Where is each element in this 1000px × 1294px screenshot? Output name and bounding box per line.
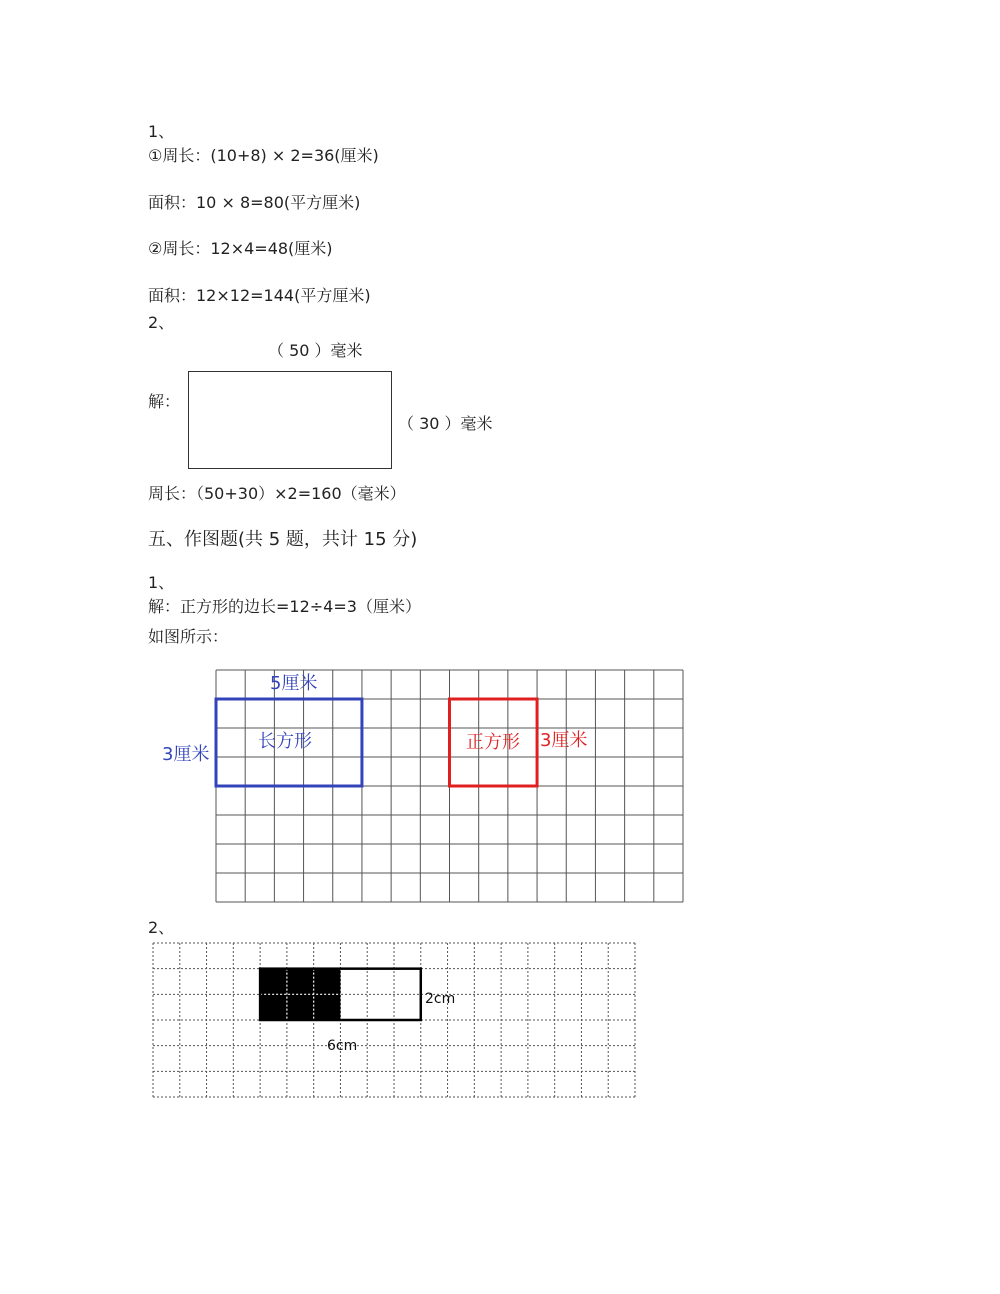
- q2-number: 2、: [148, 313, 175, 332]
- q1-area-2: 面积：12×12=144(平方厘米): [148, 286, 371, 305]
- q1-perimeter-1: ①周长：(10+8) × 2=36(厘米): [148, 146, 379, 165]
- q1-number: 1、: [148, 122, 175, 141]
- rect-width-label: 5厘米: [270, 673, 318, 694]
- rect-inner-label: 长方形: [258, 731, 312, 752]
- s5-q2-number: 2、: [148, 918, 175, 937]
- section-heading: 五、作图题(共 5 题，共计 15 分): [148, 529, 418, 550]
- solve-label: 解：: [148, 392, 181, 411]
- s5-q1-as-shown: 如图所示：: [148, 627, 229, 646]
- dotted-rect-height-label: 2cm: [425, 991, 456, 1007]
- rect-height-label: 3厘米: [162, 744, 210, 765]
- q2-perimeter-answer: 周长：（50+30）×2=160（毫米）: [148, 484, 406, 503]
- square-side-label: 3厘米: [540, 730, 588, 751]
- square-inner-label: 正方形: [466, 732, 520, 753]
- dotted-rect-width-label: 6cm: [327, 1038, 358, 1054]
- q1-area-1: 面积：10 × 8=80(平方厘米): [148, 193, 361, 212]
- rect-top-label: （ 50 ）毫米: [268, 341, 363, 360]
- s5-q1-number: 1、: [148, 573, 175, 592]
- rect-side-label: （ 30 ）毫米: [398, 414, 493, 433]
- s5-q1-solution: 解：正方形的边长=12÷4=3（厘米）: [148, 597, 421, 616]
- q1-perimeter-2: ②周长：12×4=48(厘米): [148, 239, 333, 258]
